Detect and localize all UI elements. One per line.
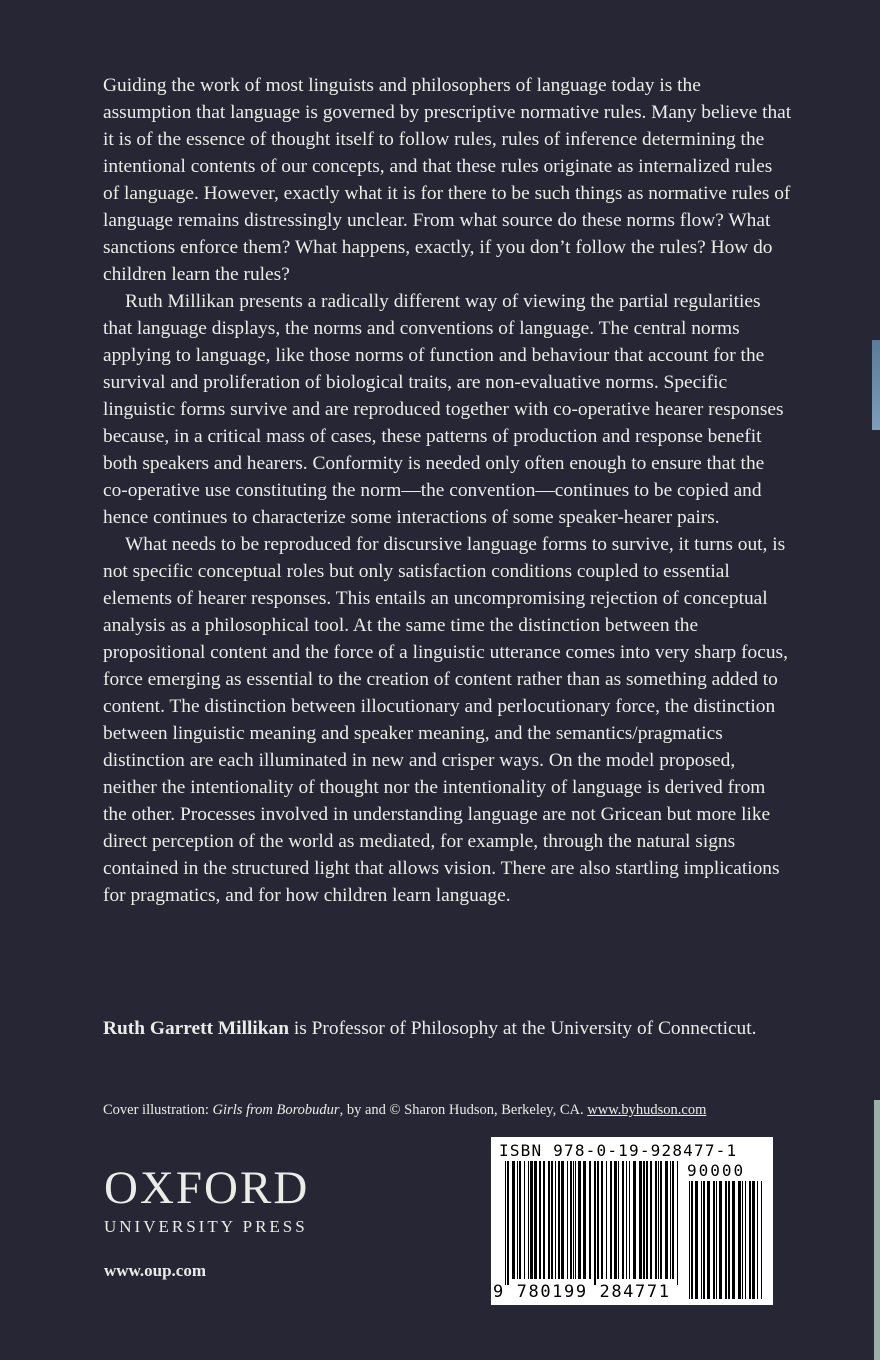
- barcode-bar: [507, 1161, 509, 1285]
- barcode-bar: [517, 1161, 518, 1279]
- barcode-bar: [597, 1161, 599, 1279]
- barcode-bar: [725, 1181, 727, 1299]
- barcode-bar: [643, 1161, 645, 1279]
- barcode-bar: [558, 1161, 560, 1279]
- barcode-bar: [578, 1161, 581, 1279]
- barcode-bar: [646, 1161, 648, 1279]
- barcode-bar: [732, 1181, 735, 1299]
- credit-artist: , by and © Sharon Hudson, Berkeley, CA.: [339, 1102, 588, 1118]
- barcode-number: 9 780199 284771: [493, 1282, 671, 1302]
- barcode-bar: [749, 1181, 751, 1299]
- barcode-bar: [695, 1181, 698, 1299]
- cover-edge-illustration: [872, 340, 880, 430]
- publisher-logo: [104, 1162, 309, 1238]
- cover-credit: [103, 1100, 706, 1120]
- barcode-bar: [672, 1161, 674, 1279]
- barcode-bar: [626, 1161, 627, 1279]
- barcode-bar: [594, 1161, 596, 1285]
- blurb-paragraph: Guiding the work of most linguists and philosophers of language today is the assumption that language is governed by prescriptive normative rules. Many believe that it is of the essence of thought itself to follow rules, rules of inference determining the intentional contents of our concepts, and that these rules originate as internalized rules of language. However, exactly what it is for there to be such things as normative rules of language remains distressingly unclear. From what source do these norms flow? What sanctions enforce them? What happens, exactly, if you don’t follow the rules? How do children learn the rules?: [103, 75, 792, 285]
- barcode-bar: [703, 1181, 705, 1299]
- barcode-bar: [752, 1181, 755, 1299]
- publisher-url-link[interactable]: www.oup.com: [104, 1261, 207, 1280]
- isbn-label: ISBN 978-0-19-928477-1: [499, 1141, 738, 1160]
- barcode-bar: [761, 1181, 762, 1299]
- barcode-bar: [650, 1161, 652, 1279]
- barcode-bar: [555, 1161, 556, 1279]
- barcode-bar: [528, 1161, 529, 1279]
- barcode-bar: [716, 1181, 717, 1299]
- author-name: Ruth Garrett Millikan: [103, 1018, 290, 1039]
- author-bio: [103, 1015, 793, 1042]
- barcode-bar: [660, 1161, 662, 1279]
- credit-work-title: Girls from Borobudur: [212, 1102, 340, 1118]
- credit-prefix: Cover illustration:: [103, 1102, 213, 1118]
- barcode-bar: [665, 1161, 668, 1279]
- barcode-bar: [570, 1161, 572, 1279]
- barcode-bar: [589, 1161, 591, 1279]
- barcode-bar: [719, 1181, 722, 1299]
- publisher-name: OXFORD: [104, 1162, 310, 1214]
- barcode-bar: [519, 1161, 521, 1279]
- author-bio-text: is Professor of Philosophy at the University of Connecticut.: [289, 1018, 757, 1039]
- barcode-bar: [757, 1181, 758, 1299]
- barcode-bar: [728, 1181, 730, 1299]
- barcode-bar: [677, 1161, 678, 1285]
- cover-edge-strip: [874, 1100, 880, 1360]
- barcode-bar: [567, 1161, 568, 1279]
- barcode-bar: [601, 1161, 603, 1279]
- barcode-bar: [539, 1161, 541, 1279]
- barcode-bar: [610, 1161, 612, 1279]
- barcode-bar: [670, 1161, 671, 1279]
- barcode-bar: [534, 1161, 537, 1279]
- blurb-text: [103, 72, 793, 909]
- barcode-bar: [512, 1161, 515, 1279]
- barcode-bar: [738, 1181, 741, 1299]
- barcode-bar: [606, 1161, 607, 1279]
- isbn-barcode: [491, 1137, 773, 1305]
- barcode-bar: [658, 1161, 659, 1279]
- barcode-bar: [629, 1161, 630, 1279]
- barcode-bar: [543, 1161, 545, 1279]
- barcode-bar: [713, 1181, 715, 1299]
- barcode-bar: [745, 1181, 746, 1299]
- barcode-bar: [614, 1161, 617, 1279]
- barcode-bar: [707, 1181, 710, 1299]
- barcode-bar: [505, 1161, 506, 1285]
- barcode-bar: [575, 1161, 576, 1279]
- barcode-bar: [561, 1161, 564, 1279]
- barcode-bar: [524, 1161, 525, 1279]
- barcode-bar: [701, 1181, 702, 1299]
- barcode-bar: [551, 1161, 553, 1279]
- barcode-bar: [633, 1161, 636, 1279]
- barcode-bar: [530, 1161, 533, 1279]
- barcode-bar: [691, 1181, 693, 1299]
- barcode-bar: [573, 1161, 574, 1279]
- barcode-bar: [742, 1181, 743, 1299]
- barcode-addon-number: 90000: [687, 1161, 746, 1180]
- blurb-paragraph: What needs to be reproduced for discursive language forms to survive, it turns out, is not specific conceptual roles but only satisfaction conditions coupled to essential elements of hearer responses. This entails an uncompromising rejection of conceptual analysis as a philosophical tool. At the same time the distinction between the propositional content and the force of a linguistic utterance comes into very sharp focus, force emerging as essential to the creation of content rather than as something added to content. The distinction between illocutionary and perlocutionary force, the distinction between linguistic meaning and speaker meaning, and the semantics/pragmatics distinction are each illuminated in new and crisper ways. On the model proposed, neither the intentionality of thought nor the intentionality of language is derived from the other. Processes involved in understanding language are not Gricean but more like direct perception of the world as mediated, for example, through the natural signs contained in the structured light that allows vision. There are also startling implications for pragmatics, and for how children learn language.: [103, 534, 788, 906]
- artist-url-link[interactable]: www.byhudson.com: [587, 1102, 707, 1118]
- blurb-paragraph: Ruth Millikan presents a radically different way of viewing the partial regularities that language displays, the norms and conventions of language. The central norms applying to language, like those norms of function and behaviour that account for the survival and proliferation of biological traits, are non-evaluative norms. Specific linguistic forms survive and are reproduced together with co-operative hearer responses because, in a critical mass of cases, these patterns of production and response benefit both speakers and hearers. Conformity is needed only often enough to ensure that the co-operative use constituting the norm—the convention—continues to be copied and hence continues to characterize some interactions of some speaker-hearer pairs.: [103, 291, 784, 528]
- barcode-bar: [689, 1181, 690, 1299]
- barcode-bar: [622, 1161, 624, 1279]
- publisher-subname: UNIVERSITY PRESS: [104, 1217, 308, 1236]
- barcode-bar: [618, 1161, 619, 1279]
- barcode-bar: [583, 1161, 586, 1279]
- barcode-bar: [655, 1161, 657, 1279]
- barcode-bar: [548, 1161, 550, 1279]
- barcode-bar: [639, 1161, 642, 1279]
